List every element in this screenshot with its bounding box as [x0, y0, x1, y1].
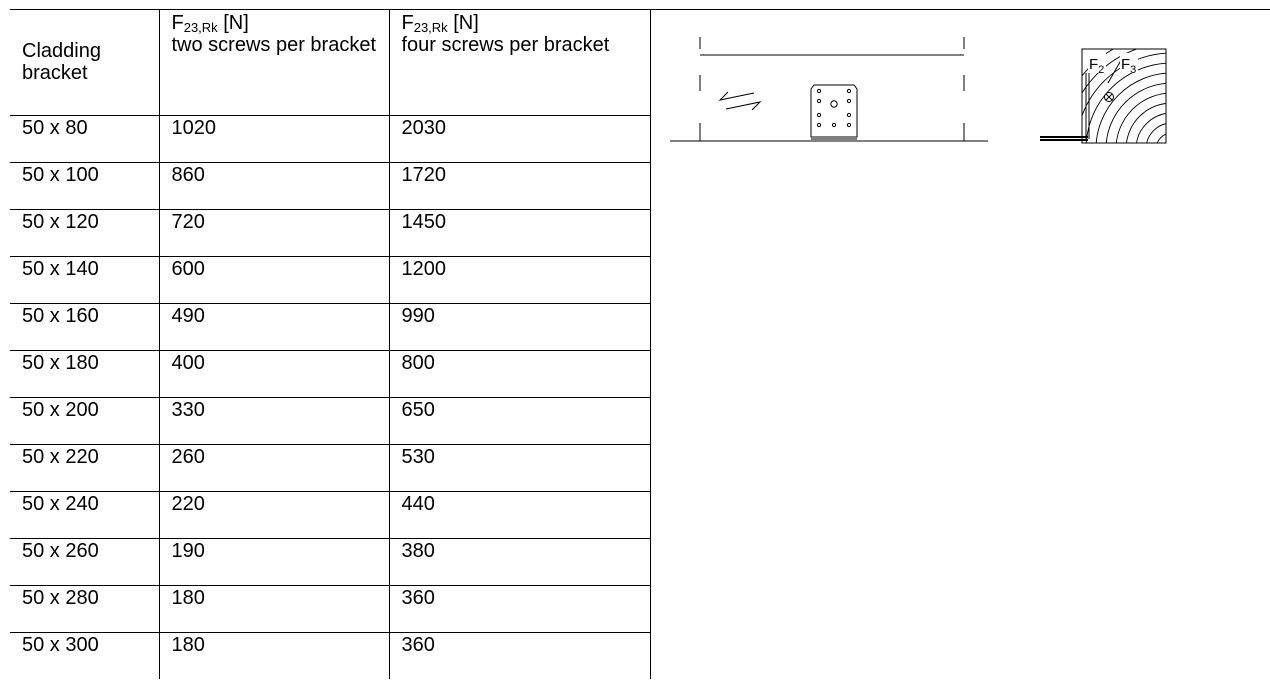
- table-row: [10, 210, 650, 257]
- table-row: [10, 351, 650, 398]
- four-screws-value: 800: [389, 351, 650, 398]
- bracket-size-cell: 50 x 180: [10, 351, 159, 398]
- two-screws-value: 720: [159, 210, 389, 257]
- timber-grain: [1056, 33, 1170, 149]
- table-header-row: [10, 9, 650, 116]
- two-screws-value: 260: [159, 445, 389, 492]
- header-two-screws: [159, 9, 389, 116]
- bracket-size-cell: 50 x 220: [10, 445, 159, 492]
- capacity-table: [10, 9, 651, 679]
- table-row: [10, 398, 650, 445]
- force-symbol: $F_{23,Rk}$: [401, 12, 448, 35]
- four-screws-value: 2030: [389, 116, 650, 163]
- header-cladding-bracket-label: Cladding bracket: [22, 40, 101, 84]
- bracket-drawing: [668, 25, 1170, 149]
- bracket-size-cell: 50 x 280: [10, 586, 159, 633]
- four-screws-value: 1200: [389, 257, 650, 304]
- header-cladding-bracket: [10, 9, 159, 116]
- two-screws-value: 180: [159, 633, 389, 680]
- force-f2-label: [1088, 53, 1106, 76]
- table-row: [10, 163, 650, 210]
- two-screws-value: 490: [159, 304, 389, 351]
- bracket-size-cell: 50 x 80: [10, 116, 159, 163]
- svg-text:F3: $F_3$: [1121, 56, 1137, 76]
- svg-text:F2: $F_2$: [1089, 56, 1105, 76]
- unit-label: [N]: [223, 12, 249, 34]
- table-row: [10, 304, 650, 351]
- force-f3-label: [1120, 53, 1138, 76]
- front-elevation-view: [670, 37, 988, 141]
- bracket-size-cell: 50 x 300: [10, 633, 159, 680]
- table-row: [10, 539, 650, 586]
- table-row: [10, 633, 650, 680]
- four-screws-value: 380: [389, 539, 650, 586]
- four-screws-value: 650: [389, 398, 650, 445]
- bracket-plate: [811, 85, 857, 141]
- force-direction-arrow: [720, 92, 760, 110]
- two-screws-value: 220: [159, 492, 389, 539]
- bracket-size-cell: 50 x 100: [10, 163, 159, 210]
- two-screws-value: 180: [159, 586, 389, 633]
- four-screws-value: 1450: [389, 210, 650, 257]
- cross-section-view: [1040, 33, 1170, 149]
- two-screws-value: 860: [159, 163, 389, 210]
- bracket-size-cell: 50 x 200: [10, 398, 159, 445]
- force-symbol: $F_{23,Rk}$: [171, 12, 218, 35]
- four-screws-value: 1720: [389, 163, 650, 210]
- bracket-size-cell: 50 x 260: [10, 539, 159, 586]
- header-two-screws-desc: two screws per bracket: [171, 34, 377, 56]
- header-four-screws-desc: four screws per bracket: [401, 34, 610, 56]
- four-screws-value: 440: [389, 492, 650, 539]
- bracket-size-cell: 50 x 160: [10, 304, 159, 351]
- table-row: [10, 492, 650, 539]
- bracket-size-cell: 50 x 140: [10, 257, 159, 304]
- four-screws-value: 360: [389, 633, 650, 680]
- table-row: [10, 445, 650, 492]
- unit-label: [N]: [453, 12, 479, 34]
- four-screws-value: 990: [389, 304, 650, 351]
- force-f23-marker: [1105, 93, 1114, 102]
- two-screws-value: 330: [159, 398, 389, 445]
- header-four-screws: [389, 9, 650, 116]
- bracket-size-cell: 50 x 240: [10, 492, 159, 539]
- table-row: [10, 116, 650, 163]
- four-screws-value: 530: [389, 445, 650, 492]
- two-screws-value: 400: [159, 351, 389, 398]
- bracket-size-cell: 50 x 120: [10, 210, 159, 257]
- two-screws-value: 1020: [159, 116, 389, 163]
- two-screws-value: 600: [159, 257, 389, 304]
- table-row: [10, 586, 650, 633]
- table-row: [10, 257, 650, 304]
- four-screws-value: 360: [389, 586, 650, 633]
- two-screws-value: 190: [159, 539, 389, 586]
- bracket-load-figure: [668, 25, 1170, 149]
